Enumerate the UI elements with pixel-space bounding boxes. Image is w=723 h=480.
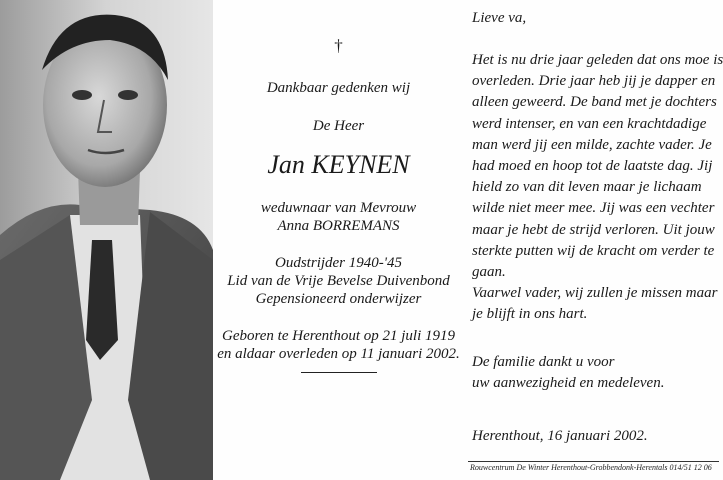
spouse-line-2: Anna BORREMANS: [277, 218, 400, 234]
letter-line: overleden. Drie jaar heb jij je dapper en: [472, 73, 716, 90]
letter-line: maar je hebt de strijd verloren. Uit jouw: [472, 221, 715, 238]
funeral-home-footer: Rouwcentrum De Winter Herenthout-Grobbendonk-Herentals 014/51 12 06: [470, 463, 712, 472]
letter-line: werd intenser, en van een krachtdadige: [472, 115, 707, 132]
place-date: Herenthout, 16 januari 2002.: [472, 428, 648, 444]
letter-line: Vaarwel vader, wij zullen je missen maar: [472, 285, 718, 302]
farewell-letter: [472, 0, 722, 480]
intro-text: Dankbaar gedenken wij: [266, 80, 411, 96]
letter-line: had moed en hoop tot de laatste dag. Jij: [472, 158, 713, 175]
letter-line: sterkte putten wij de kracht om verder te: [472, 242, 715, 259]
letter-line: je blijft in ons hart.: [472, 306, 588, 323]
footer-divider: [468, 461, 719, 462]
portrait-photo: [0, 0, 213, 480]
letter-line: man werd jij een milde, zachte vader. Je: [472, 136, 712, 153]
letter-line: wilde niet meer mee. Jij was een vechter: [472, 200, 715, 217]
letter-line: hield zo van dit leven maar je lichaam: [472, 179, 702, 196]
role-teacher: Gepensioneerd onderwijzer: [255, 291, 422, 307]
obituary-center: [213, 0, 464, 480]
honorific: De Heer: [312, 118, 365, 134]
cross-icon: †: [334, 36, 343, 55]
letter-body: [472, 50, 723, 326]
portrait-image: [0, 0, 213, 480]
letter-greeting: Lieve va,: [472, 10, 527, 26]
birth-line: Geboren te Herenthout op 21 juli 1919: [221, 328, 456, 344]
divider: [301, 372, 377, 373]
spouse-line-1: weduwnaar van Mevrouw: [260, 200, 417, 216]
role-club: Lid van de Vrije Bevelse Duivenbond: [227, 273, 450, 289]
deceased-name: Jan KEYNEN: [267, 150, 410, 179]
letter-line: Het is nu drie jaar geleden dat ons moe is: [472, 52, 723, 68]
death-line: en aldaar overleden op 11 januari 2002.: [217, 346, 460, 362]
thanks-line: De familie dankt u voor: [472, 354, 615, 370]
letter-line: gaan.: [472, 264, 506, 281]
letter-line: alleen geweerd. De band met je dochters: [472, 94, 717, 111]
role-veteran: Oudstrijder 1940-'45: [275, 255, 402, 271]
thanks-line: uw aanwezigheid en medeleven.: [472, 375, 665, 392]
thanks-block: [472, 352, 664, 394]
